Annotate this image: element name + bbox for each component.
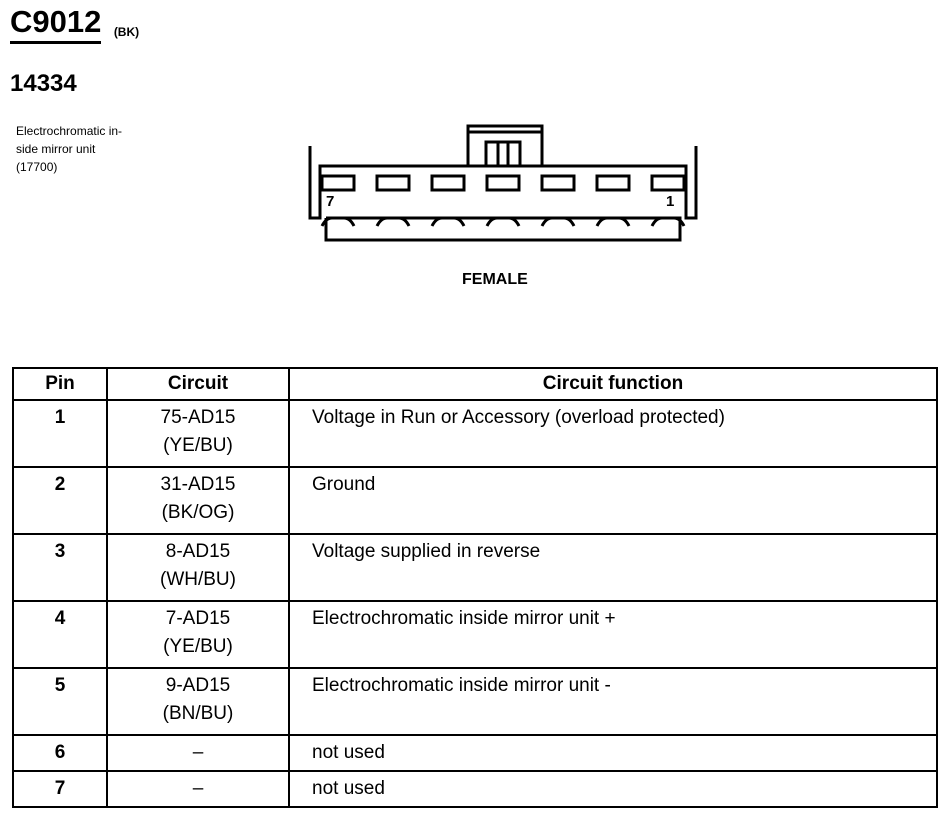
table-row [13,534,937,601]
circuit-id: 7-AD15 [165,608,231,629]
table-row [13,400,937,467]
description-line: Electrochromatic in- [16,124,123,138]
connector-heading [10,4,139,44]
terminal-latch [377,218,409,226]
pin-cavity [652,176,684,190]
description-line: (17700) [16,160,58,174]
circuit-cell [107,534,289,601]
header-circuit: Circuit [107,368,289,400]
connector-color: (BK) [113,25,140,39]
pin-cavity [597,176,629,190]
pin-number: 6 [13,735,107,771]
table-header-row [13,368,937,400]
circuit-cell [107,467,289,534]
wire-color: (YE/BU) [163,636,233,657]
pin-cavity [487,176,519,190]
circuit-id: 75-AD15 [160,407,236,428]
pin-number: 7 [13,771,107,807]
table-row [13,668,937,735]
circuit-function: not used [289,771,937,807]
table-row [13,735,937,771]
table-row [13,771,937,807]
circuit-id: 8-AD15 [165,541,231,562]
pin-cavity [542,176,574,190]
wire-color: (WH/BU) [160,569,236,590]
connector-latch-window [486,142,520,166]
pin-cavity [377,176,409,190]
pin-label-first: 7 [326,193,335,210]
circuit-id: – [192,742,204,763]
pin-number: 3 [13,534,107,601]
header-pin: Pin [13,368,107,400]
wire-color: (YE/BU) [163,435,233,456]
wire-color: (BN/BU) [162,703,234,724]
circuit-cell [107,400,289,467]
circuit-cell [107,771,289,807]
circuit-cell [107,735,289,771]
connector-face-diagram [300,118,700,248]
description-line: side mirror unit [16,142,96,156]
pin-cavity [432,176,464,190]
pin-number: 1 [13,400,107,467]
circuit-function: Ground [289,467,937,534]
circuit-id: – [192,778,204,799]
circuit-cell [107,601,289,668]
wire-color: (BK/OG) [161,502,235,523]
connector-gender: FEMALE [462,271,528,288]
pin-number: 4 [13,601,107,668]
component-description [16,122,191,176]
circuit-cell [107,668,289,735]
table-row [13,467,937,534]
table-row [13,601,937,668]
circuit-function: Electrochromatic inside mirror unit - [289,668,937,735]
circuit-id: 31-AD15 [160,474,236,495]
connector-code: C9012 [10,4,101,44]
pin-label-last: 1 [666,193,675,210]
pin-number: 2 [13,467,107,534]
terminal-latch [432,218,464,226]
circuit-function: Electrochromatic inside mirror unit + [289,601,937,668]
circuit-function: not used [289,735,937,771]
pin-number: 5 [13,668,107,735]
header-circuit-function: Circuit function [289,368,937,400]
part-number: 14334 [10,70,77,97]
terminal-latch [542,218,574,226]
circuit-function: Voltage supplied in reverse [289,534,937,601]
terminal-latch [487,218,519,226]
circuit-id: 9-AD15 [165,675,231,696]
circuit-function: Voltage in Run or Accessory (overload protected) [289,400,937,467]
terminal-latch [597,218,629,226]
pin-table [12,367,938,808]
pin-cavity [322,176,354,190]
connector-housing [310,146,696,218]
